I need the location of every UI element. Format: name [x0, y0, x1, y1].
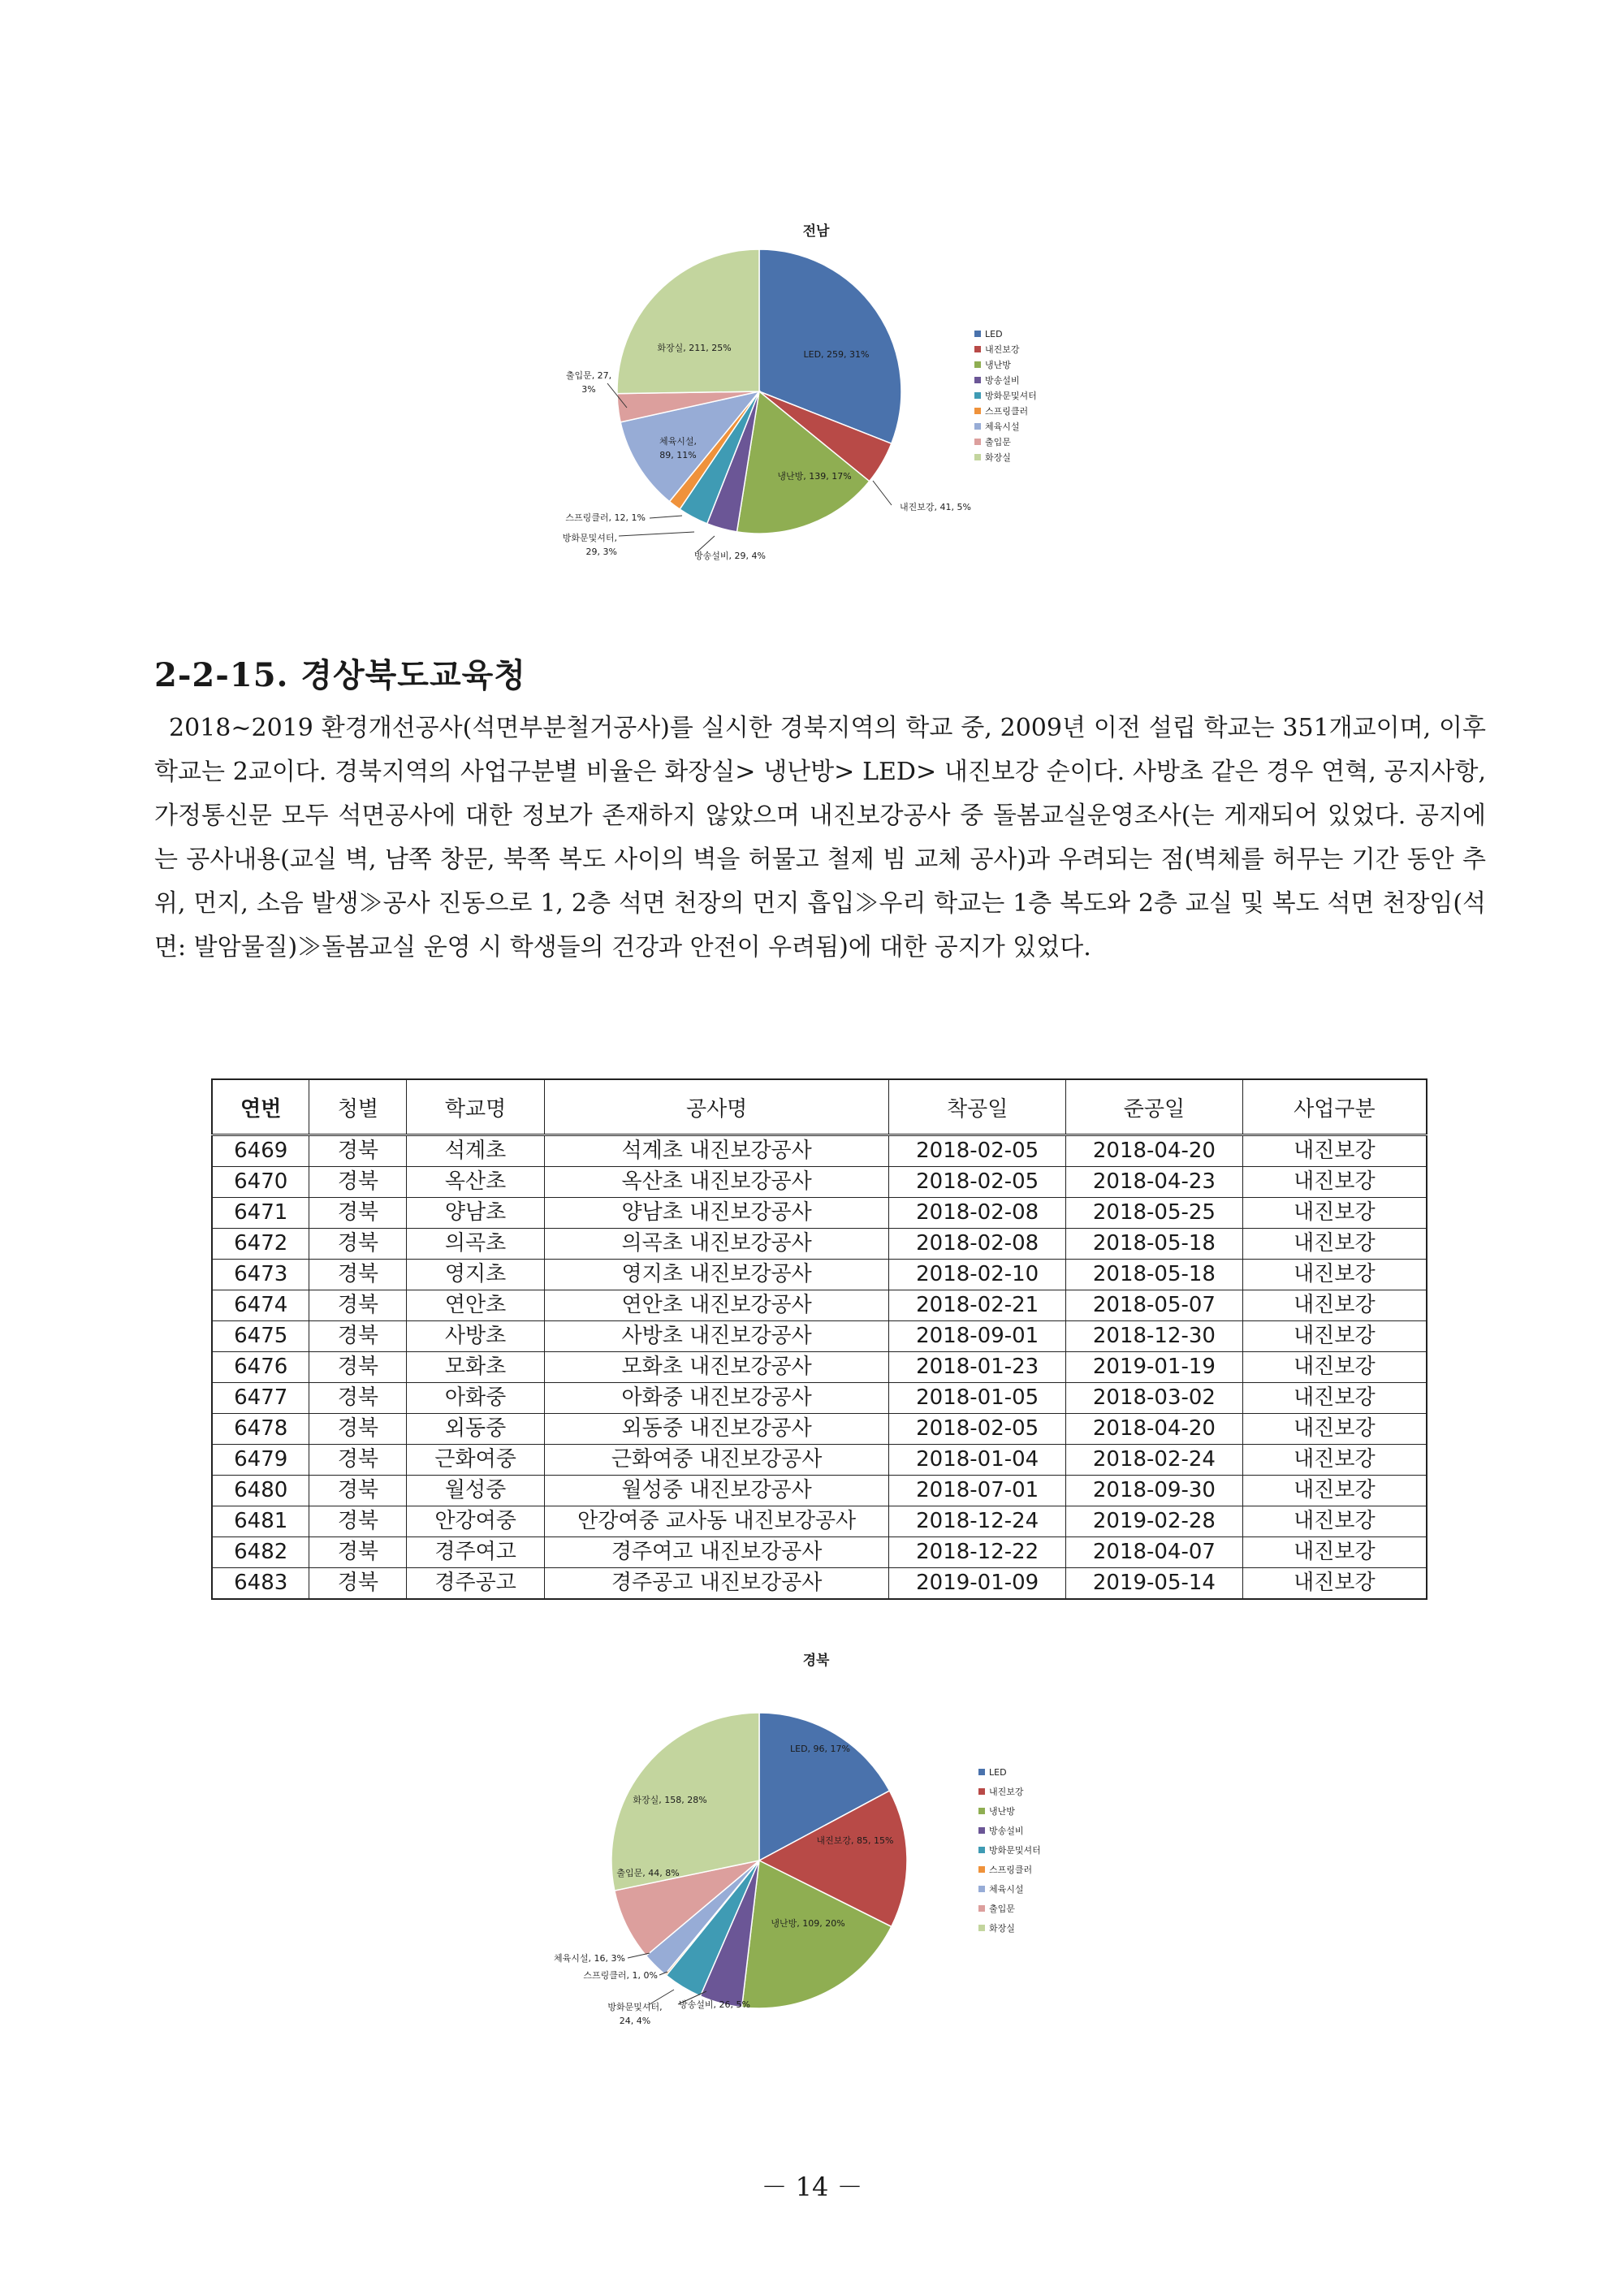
- table-cell: 내진보강: [1242, 1506, 1427, 1537]
- table-row: [212, 1383, 1427, 1414]
- page-number: － 14 －: [761, 2172, 863, 2202]
- table-cell: 경북: [309, 1476, 407, 1506]
- table-cell: 내진보강: [1242, 1260, 1427, 1290]
- table-cell: 2018-02-05: [889, 1414, 1066, 1445]
- legend-entry: 화장실: [989, 1923, 1015, 1934]
- table-row: [212, 1445, 1427, 1476]
- table-cell: 경주여고: [407, 1537, 545, 1568]
- pie-chart-svg: [0, 1640, 1624, 2046]
- table-cell: 2019-01-19: [1066, 1352, 1243, 1383]
- legend-swatch: [978, 1808, 985, 1814]
- table-cell: 석계초: [407, 1135, 545, 1167]
- table-cell: 6479: [212, 1445, 309, 1476]
- legend-swatch: [974, 331, 981, 337]
- legend-entry: 냉난방: [989, 1806, 1015, 1817]
- pie-slice-화장실: [617, 249, 759, 394]
- table-cell: 경북: [309, 1321, 407, 1352]
- data-label: LED, 259, 31%: [803, 349, 870, 360]
- table-cell: 2018-12-22: [889, 1537, 1066, 1568]
- construction-table: [211, 1078, 1427, 1600]
- table-cell: 경주여고 내진보강공사: [544, 1537, 888, 1568]
- table-row: [212, 1321, 1427, 1352]
- table-cell: 6481: [212, 1506, 309, 1537]
- table-cell: 내진보강: [1242, 1198, 1427, 1229]
- label-leader-line: [697, 536, 715, 552]
- legend-swatch: [974, 423, 981, 430]
- legend-swatch: [974, 454, 981, 460]
- table-cell: 6471: [212, 1198, 309, 1229]
- legend-swatch: [974, 439, 981, 445]
- data-label: 냉난방, 109, 20%: [771, 1918, 845, 1929]
- data-label: 냉난방, 139, 17%: [777, 471, 852, 482]
- table-cell: 경북: [309, 1506, 407, 1537]
- table-cell: 경북: [309, 1537, 407, 1568]
- table-cell: 6480: [212, 1476, 309, 1506]
- table-row: [212, 1135, 1427, 1167]
- table-cell: 외동중 내진보강공사: [544, 1414, 888, 1445]
- column-header: 준공일: [1066, 1079, 1243, 1135]
- table-cell: 경북: [309, 1352, 407, 1383]
- paragraph-text: 2018~2019 환경개선공사(석면부분철거공사)를 실시한 경북지역의 학교 중, 2009년 이전 설립 학교는 351개교이며, 이후 학교는 2교이다. 경북지역의 사업구분별 비율은 화장실> 냉난방> LED> 내진보강 순이다. 사방초 같은 경우 연혁, 공지사항, 가정통신문 모두 석면공사에 대한 정보가 존재하지 않았으며 내진보강공사 중 돌봄교실운영조사(는 게재되어 있었다. 공지에는 공사내용(교실 벽, 남쪽 창문, 북쪽 복도 사이의 벽을 허물고 철제 빔 교체 공사)과 우려되는 점(벽체를 허무는 기간 동안 추위, 먼지, 소음 발생≫공사 진동으로 1, 2층 석면 천장의 먼지 흡입≫우리 학교는 1층 복도와 2층 교실 및 복도 석면 천장임(석면: 발암물질)≫돌봄교실 운영 시 학생들의 건강과 안전이 우려됨)에 대한 공지가 있었다.: [154, 714, 1486, 962]
- table-cell: 6470: [212, 1167, 309, 1198]
- column-header: 착공일: [889, 1079, 1066, 1135]
- table-cell: 2018-02-10: [889, 1260, 1066, 1290]
- label-leader-line: [619, 532, 694, 536]
- table-row: [212, 1476, 1427, 1506]
- data-label: 체육시설, 16, 3%: [554, 1953, 625, 1964]
- table-cell: 6469: [212, 1135, 309, 1167]
- table-cell: 2019-02-28: [1066, 1506, 1243, 1537]
- table-cell: 2018-04-20: [1066, 1135, 1243, 1167]
- table-row: [212, 1229, 1427, 1260]
- chart-title: 전남: [802, 223, 830, 240]
- table-cell: 2018-09-30: [1066, 1476, 1243, 1506]
- table-cell: 6477: [212, 1383, 309, 1414]
- legend-swatch: [978, 1866, 985, 1873]
- table-cell: 6483: [212, 1568, 309, 1600]
- data-label: 방화문및셔터, 29, 3%: [562, 533, 617, 557]
- table-cell: 근화여중: [407, 1445, 545, 1476]
- table-cell: 내진보강: [1242, 1383, 1427, 1414]
- legend-entry: 방송설비: [989, 1826, 1024, 1836]
- table-cell: 6482: [212, 1537, 309, 1568]
- legend-swatch: [974, 377, 981, 383]
- data-label: 화장실, 158, 28%: [633, 1795, 707, 1805]
- table-cell: 연안초: [407, 1290, 545, 1321]
- legend-entry: 방송설비: [985, 375, 1020, 386]
- table-cell: 내진보강: [1242, 1537, 1427, 1568]
- table-cell: 내진보강: [1242, 1321, 1427, 1352]
- table-cell: 월성중 내진보강공사: [544, 1476, 888, 1506]
- data-label: 출입문, 27, 3%: [565, 370, 612, 395]
- section-heading: 2-2-15. 경상북도교육청: [154, 656, 526, 694]
- table-cell: 2019-05-14: [1066, 1568, 1243, 1600]
- data-label: 스프링클러, 1, 0%: [583, 1970, 658, 1981]
- table-cell: 2018-02-05: [889, 1167, 1066, 1198]
- legend-swatch: [978, 1827, 985, 1834]
- table-cell: 2018-12-30: [1066, 1321, 1243, 1352]
- table-cell: 2018-02-21: [889, 1290, 1066, 1321]
- legend-swatch: [974, 361, 981, 368]
- table-cell: 의곡초: [407, 1229, 545, 1260]
- table-cell: 6474: [212, 1290, 309, 1321]
- table-cell: 내진보강: [1242, 1414, 1427, 1445]
- data-label: LED, 96, 17%: [790, 1744, 850, 1754]
- legend-entry: 방화문및셔터: [989, 1845, 1041, 1856]
- legend-swatch: [978, 1886, 985, 1892]
- table-cell: 옥산초 내진보강공사: [544, 1167, 888, 1198]
- table-cell: 내진보강: [1242, 1445, 1427, 1476]
- table-cell: 2018-03-02: [1066, 1383, 1243, 1414]
- column-header: 사업구분: [1242, 1079, 1427, 1135]
- data-label: 방화문및셔터, 24, 4%: [607, 2002, 663, 2026]
- table-cell: 연안초 내진보강공사: [544, 1290, 888, 1321]
- table-cell: 경북: [309, 1260, 407, 1290]
- legend-swatch: [978, 1769, 985, 1775]
- legend-entry: 화장실: [985, 452, 1011, 463]
- table-cell: 안강여중: [407, 1506, 545, 1537]
- legend-swatch: [978, 1925, 985, 1931]
- data-label: 체육시설, 89, 11%: [659, 436, 698, 460]
- table-cell: 내진보강: [1242, 1568, 1427, 1600]
- table-cell: 의곡초 내진보강공사: [544, 1229, 888, 1260]
- legend-entry: 내진보강: [989, 1787, 1024, 1797]
- data-label: 스프링클러, 12, 1%: [565, 512, 646, 523]
- legend-entry: 출입문: [985, 437, 1011, 447]
- table-cell: 경북: [309, 1414, 407, 1445]
- table-cell: 2018-05-25: [1066, 1198, 1243, 1229]
- table-cell: 경북: [309, 1167, 407, 1198]
- table-row: [212, 1167, 1427, 1198]
- legend-entry: 스프링클러: [985, 406, 1029, 417]
- table-cell: 2018-02-05: [889, 1135, 1066, 1167]
- data-label: 내진보강, 85, 15%: [816, 1835, 894, 1846]
- table-cell: 영지초 내진보강공사: [544, 1260, 888, 1290]
- table-cell: 2018-04-20: [1066, 1414, 1243, 1445]
- column-header: 청별: [309, 1079, 407, 1135]
- table-row: [212, 1198, 1427, 1229]
- table-cell: 모화초: [407, 1352, 545, 1383]
- data-label: 방송설비, 29, 4%: [694, 551, 766, 561]
- table-cell: 경북: [309, 1290, 407, 1321]
- table-cell: 2018-01-05: [889, 1383, 1066, 1414]
- table-cell: 2018-07-01: [889, 1476, 1066, 1506]
- table-cell: 6478: [212, 1414, 309, 1445]
- table-cell: 경북: [309, 1568, 407, 1600]
- table-cell: 경북: [309, 1445, 407, 1476]
- label-leader-line: [650, 516, 682, 518]
- table-cell: 안강여중 교사동 내진보강공사: [544, 1506, 888, 1537]
- table-cell: 6476: [212, 1352, 309, 1383]
- table-cell: 2018-01-04: [889, 1445, 1066, 1476]
- table-cell: 아화중 내진보강공사: [544, 1383, 888, 1414]
- body-paragraph: [154, 707, 1486, 970]
- table-cell: 2018-09-01: [889, 1321, 1066, 1352]
- legend-swatch: [974, 392, 981, 399]
- legend-entry: 체육시설: [989, 1884, 1024, 1895]
- table-cell: 6473: [212, 1260, 309, 1290]
- table-cell: 옥산초: [407, 1167, 545, 1198]
- table-cell: 내진보강: [1242, 1476, 1427, 1506]
- legend-swatch: [978, 1847, 985, 1853]
- table-cell: 경북: [309, 1383, 407, 1414]
- legend-entry: LED: [989, 1767, 1007, 1778]
- column-header: 공사명: [544, 1079, 888, 1135]
- legend-swatch: [974, 408, 981, 414]
- table-cell: 내진보강: [1242, 1352, 1427, 1383]
- table-cell: 2018-01-23: [889, 1352, 1066, 1383]
- pie-chart-jeonnam: [0, 203, 1624, 577]
- table-row: [212, 1352, 1427, 1383]
- table-cell: 경주공고 내진보강공사: [544, 1568, 888, 1600]
- table-cell: 내진보강: [1242, 1167, 1427, 1198]
- pie-chart-gyeongbuk: [0, 1640, 1624, 2046]
- table-cell: 2018-05-07: [1066, 1290, 1243, 1321]
- data-label: 방송설비, 26, 5%: [679, 1999, 750, 2010]
- column-header: 학교명: [407, 1079, 545, 1135]
- legend-swatch: [974, 346, 981, 352]
- table-cell: 양남초 내진보강공사: [544, 1198, 888, 1229]
- legend-entry: 체육시설: [985, 421, 1020, 432]
- table-cell: 6472: [212, 1229, 309, 1260]
- table-cell: 경주공고: [407, 1568, 545, 1600]
- legend-entry: 냉난방: [985, 360, 1011, 370]
- table-cell: 2018-02-08: [889, 1229, 1066, 1260]
- table-cell: 2018-05-18: [1066, 1229, 1243, 1260]
- table-cell: 2018-04-07: [1066, 1537, 1243, 1568]
- table-cell: 6475: [212, 1321, 309, 1352]
- table-header-row: [212, 1079, 1427, 1135]
- table-cell: 양남초: [407, 1198, 545, 1229]
- table-cell: 모화초 내진보강공사: [544, 1352, 888, 1383]
- table-cell: 경북: [309, 1135, 407, 1167]
- table-cell: 외동중: [407, 1414, 545, 1445]
- legend-entry: 출입문: [989, 1904, 1015, 1914]
- table-body: [212, 1135, 1427, 1600]
- chart-title: 경북: [802, 1653, 830, 1669]
- table-cell: 월성중: [407, 1476, 545, 1506]
- legend-swatch: [978, 1788, 985, 1795]
- table-cell: 경북: [309, 1229, 407, 1260]
- label-leader-line: [873, 481, 892, 505]
- table-cell: 2018-02-08: [889, 1198, 1066, 1229]
- table-row: [212, 1290, 1427, 1321]
- data-label: 내진보강, 41, 5%: [900, 502, 971, 512]
- table-cell: 2018-05-18: [1066, 1260, 1243, 1290]
- column-header: 연번: [212, 1079, 309, 1135]
- table-cell: 사방초 내진보강공사: [544, 1321, 888, 1352]
- table-cell: 2018-12-24: [889, 1506, 1066, 1537]
- table-cell: 영지초: [407, 1260, 545, 1290]
- table-cell: 아화중: [407, 1383, 545, 1414]
- table-cell: 2019-01-09: [889, 1568, 1066, 1600]
- table-cell: 2018-02-24: [1066, 1445, 1243, 1476]
- table-row: [212, 1506, 1427, 1537]
- table-row: [212, 1260, 1427, 1290]
- table-cell: 내진보강: [1242, 1229, 1427, 1260]
- table-cell: 경북: [309, 1198, 407, 1229]
- legend-swatch: [978, 1905, 985, 1912]
- table-cell: 내진보강: [1242, 1135, 1427, 1167]
- pie-chart-svg: [0, 203, 1624, 577]
- legend-entry: LED: [985, 329, 1003, 339]
- legend-entry: 방화문및셔터: [985, 391, 1037, 401]
- table-cell: 근화여중 내진보강공사: [544, 1445, 888, 1476]
- table-row: [212, 1414, 1427, 1445]
- table-row: [212, 1568, 1427, 1600]
- data-label: 출입문, 44, 8%: [616, 1868, 680, 1878]
- table-cell: 2018-04-23: [1066, 1167, 1243, 1198]
- table-cell: 석계초 내진보강공사: [544, 1135, 888, 1167]
- table-cell: 내진보강: [1242, 1290, 1427, 1321]
- table-cell: 사방초: [407, 1321, 545, 1352]
- legend-entry: 스프링클러: [989, 1865, 1033, 1875]
- table-row: [212, 1537, 1427, 1568]
- legend-entry: 내진보강: [985, 344, 1020, 355]
- data-label: 화장실, 211, 25%: [657, 343, 732, 353]
